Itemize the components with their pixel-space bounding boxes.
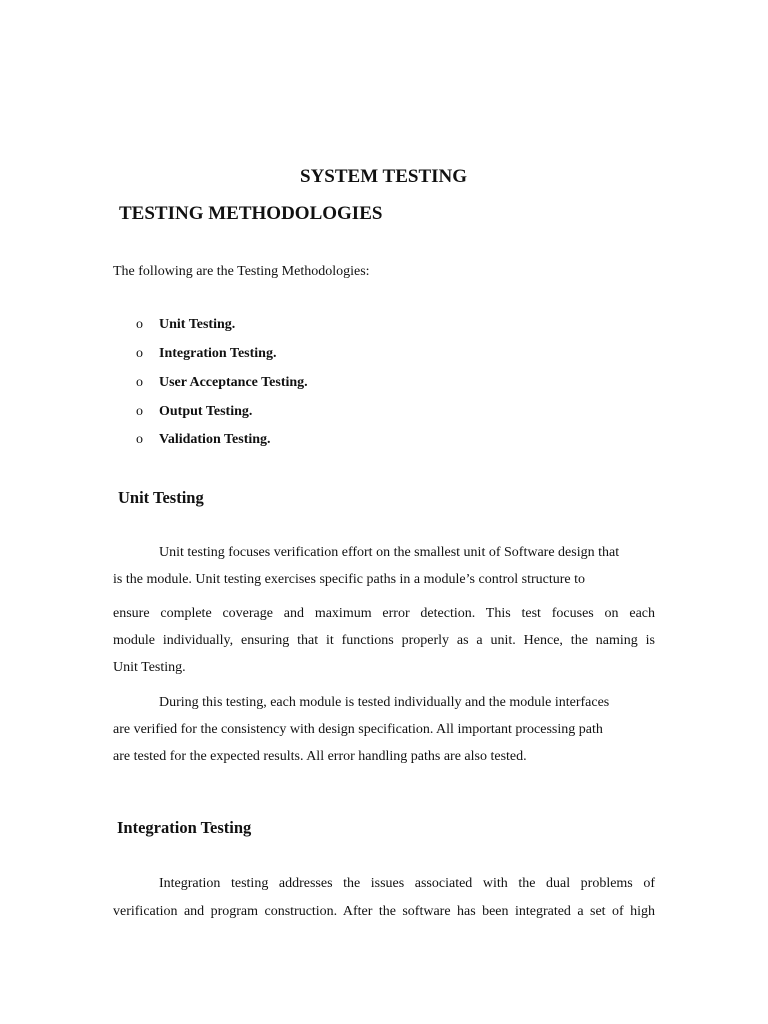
text-line: During this testing, each module is tested individually and the module interfaces	[159, 695, 610, 710]
text-line: Unit Testing.	[113, 660, 186, 675]
list-item: Validation Testing.	[159, 432, 271, 447]
list-item: Unit Testing.	[159, 317, 236, 332]
intro-text: The following are the Testing Methodologies:	[113, 264, 370, 279]
bullet-marker: o	[136, 375, 143, 390]
text-line: verification and program construction. After the software has been integrated a set of high	[113, 904, 655, 919]
page-title: SYSTEM TESTING	[300, 166, 468, 187]
text-line: module individually, ensuring that it functions properly as a unit. Hence, the naming is	[113, 633, 655, 648]
list-item: User Acceptance Testing.	[159, 375, 308, 390]
text-line: are verified for the consistency with design specification. All important processing path	[113, 722, 603, 737]
section-title: TESTING METHODOLOGIES	[119, 203, 383, 224]
unit-testing-heading: Unit Testing	[118, 488, 204, 507]
text-line: are tested for the expected results. All error handling paths are also tested.	[113, 749, 527, 764]
text-line: Unit testing focuses verification effort on the smallest unit of Software design that	[159, 545, 620, 560]
bullet-marker: o	[136, 346, 143, 361]
text-line: ensure complete coverage and maximum error detection. This test focuses on each	[113, 606, 655, 621]
bullet-marker: o	[136, 404, 143, 419]
bullet-marker: o	[136, 432, 143, 447]
bullet-marker: o	[136, 317, 143, 332]
list-item: Integration Testing.	[159, 346, 277, 361]
text-line: is the module. Unit testing exercises specific paths in a module’s control structure to	[113, 572, 586, 587]
text-line: Integration testing addresses the issues associated with the dual problems of	[159, 876, 655, 891]
integration-testing-heading: Integration Testing	[117, 818, 252, 837]
list-item: Output Testing.	[159, 404, 253, 419]
